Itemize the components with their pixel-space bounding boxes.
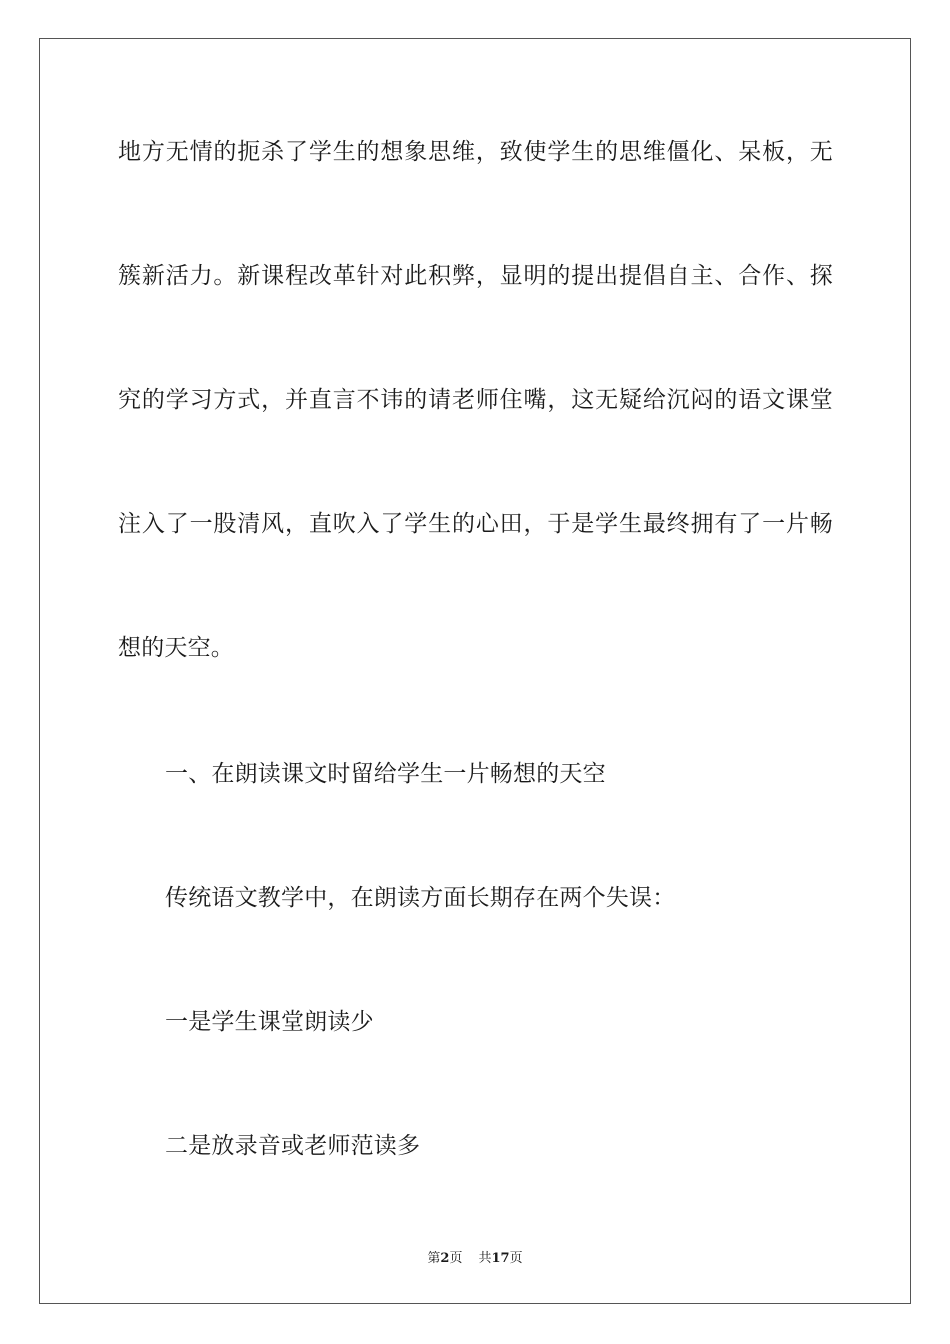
total-suffix: 页: [509, 1251, 523, 1266]
total-prefix: 共: [478, 1251, 492, 1266]
list-item: 一是学生课堂朗读少: [165, 1009, 374, 1035]
page-prefix: 第: [427, 1251, 441, 1266]
page-number: 2: [440, 1251, 450, 1266]
text-line: 究的学习方式，并直言不讳的请老师住嘴，这无疑给沉闷的语文课堂: [118, 387, 833, 413]
paragraph: 传统语文教学中，在朗读方面长期存在两个失误：: [165, 885, 676, 911]
page-frame: [39, 38, 911, 1304]
page-footer: [0, 1247, 950, 1266]
total-pages: 17: [491, 1251, 510, 1266]
list-item: 二是放录音或老师范读多: [165, 1133, 421, 1159]
text-line: 地方无情的扼杀了学生的想象思维，致使学生的思维僵化、呆板，无: [118, 139, 833, 165]
text-line: 想的天空。: [118, 635, 234, 661]
page-suffix: 页: [449, 1251, 463, 1266]
section-heading: 一、在朗读课文时留给学生一片畅想的天空: [165, 761, 606, 787]
text-line: 簇新活力。新课程改革针对此积弊，显明的提出提倡自主、合作、探: [118, 263, 833, 289]
text-line: 注入了一股清风，直吹入了学生的心田，于是学生最终拥有了一片畅: [118, 511, 833, 537]
